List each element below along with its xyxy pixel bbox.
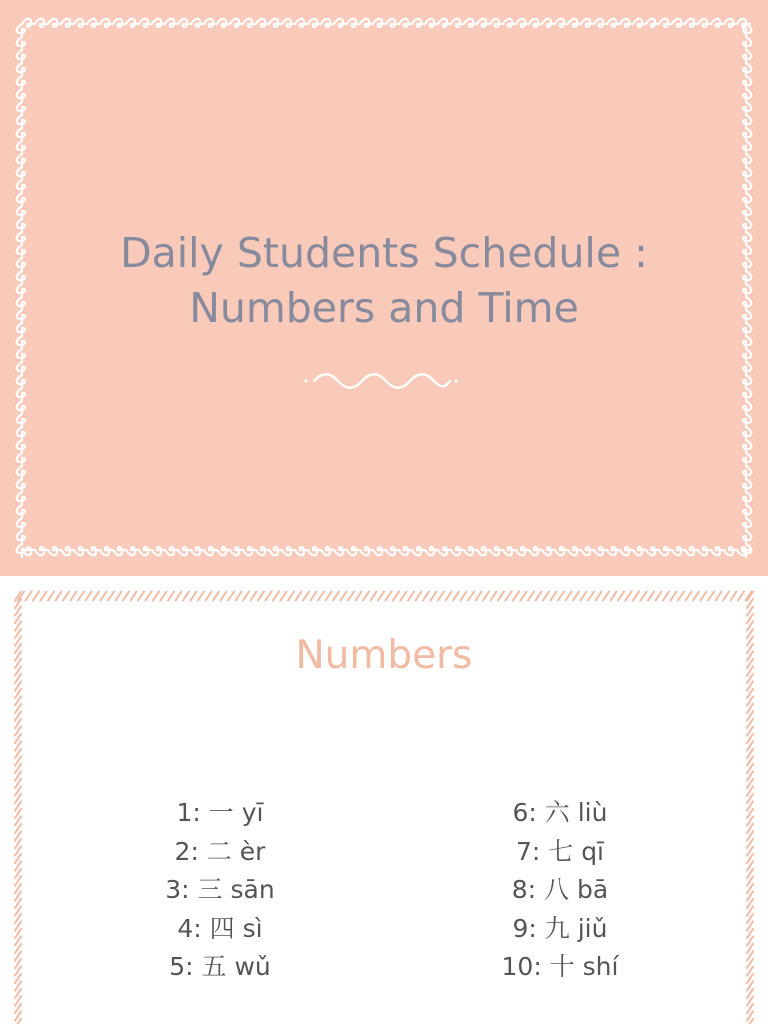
- title-line-1: Daily Students Schedule :: [120, 229, 648, 277]
- numbers-list-right: [430, 794, 690, 987]
- numbers-heading: Numbers: [295, 633, 473, 678]
- number-item: 1: 一 yī: [176, 798, 264, 827]
- wavy-divider-ornament: [300, 370, 460, 392]
- number-item: 8: 八 bā: [511, 875, 609, 904]
- number-item: 5: 五 wǔ: [169, 952, 271, 981]
- number-item: 6: 六 liù: [512, 798, 608, 827]
- number-item: 10: 十 shí: [501, 952, 619, 981]
- title-slide-heading: [0, 226, 768, 336]
- number-item: 7: 七 qī: [515, 836, 605, 866]
- title-line-2: Numbers and Time: [189, 284, 579, 332]
- numbers-slide: [0, 576, 768, 1024]
- number-item: 2: 二 èr: [174, 836, 266, 866]
- number-item: 3: 三 sān: [165, 875, 275, 904]
- numbers-list-left: [90, 794, 350, 987]
- number-item: 9: 九 jiǔ: [512, 913, 608, 943]
- number-item: 4: 四 sì: [177, 913, 263, 943]
